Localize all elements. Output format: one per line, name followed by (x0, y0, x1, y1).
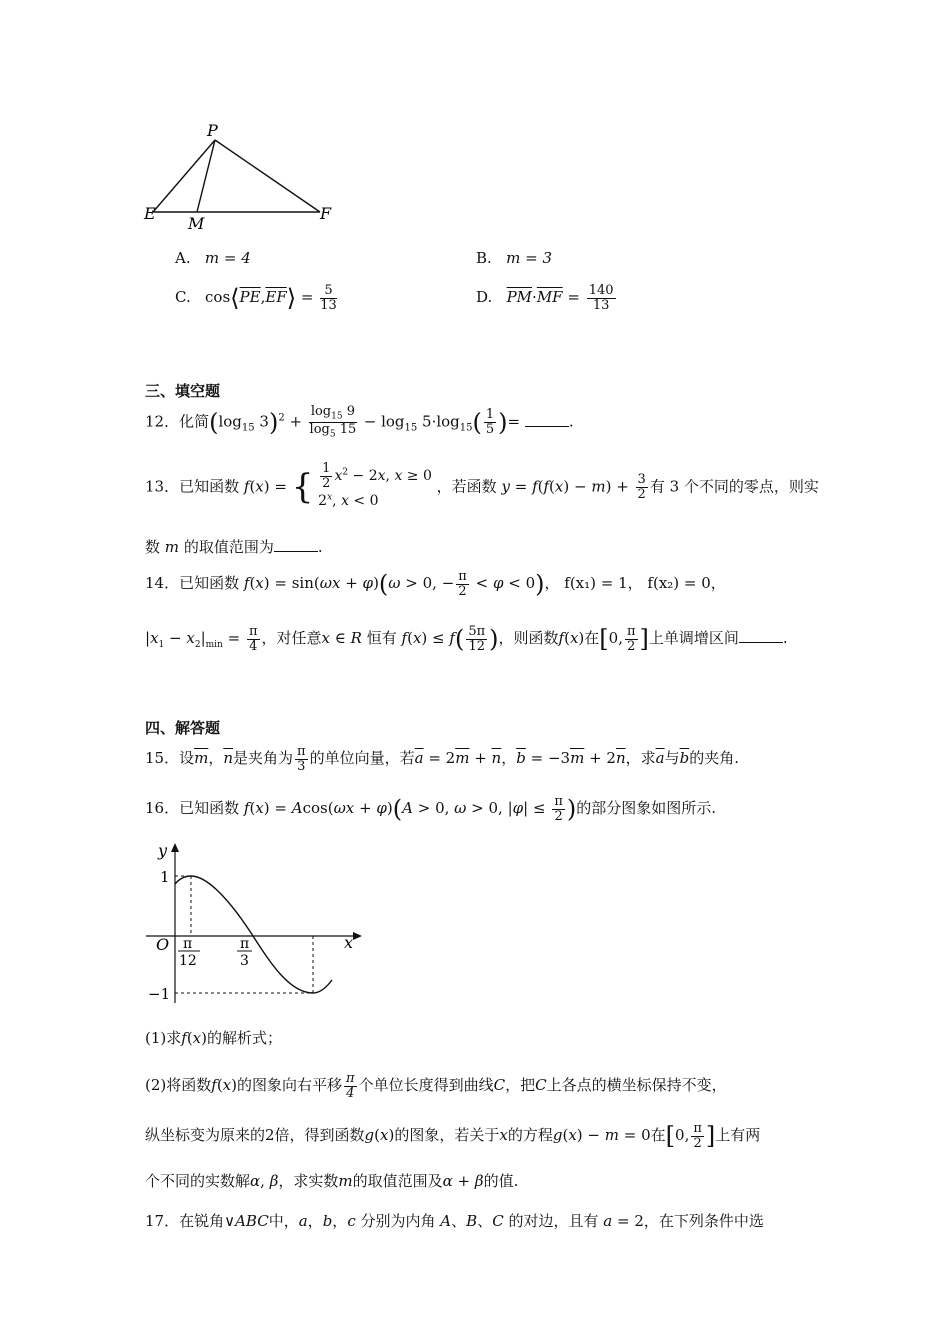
option-b (476, 249, 552, 267)
axis-x-label: x (344, 933, 354, 952)
q12-equals: = (507, 412, 525, 431)
y-tick-neg1: −1 (148, 985, 171, 1003)
q12-answer-blank (525, 414, 569, 427)
question-14-line2: $|x_1 - x_2|_{min}$ = $\frac{\pi}{4}$ ，对任意x ∈ R 恒有 f(x) ≤ f( $\frac{5\pi}{12}$ )，则函数f(x)在[0, $\frac{\pi}{2}$ ]上单调增区间 . (145, 624, 788, 654)
q16-tail: 的部分图象如图所示. (576, 799, 717, 818)
label-M: M (188, 214, 205, 233)
q15-t1: ， (208, 749, 224, 768)
option-b-expr: m = 3 (506, 249, 552, 267)
q16-2l3b: ，求实数 (278, 1172, 339, 1190)
y-tick-1: 1 (160, 868, 170, 886)
q16-2l3a: 个不同的实数解 (145, 1172, 251, 1190)
q15-t6: 与 (664, 749, 680, 768)
q16-2l2b: 的图象，若关于 (394, 1126, 500, 1145)
q16-2l3c: 的取值范围及 (352, 1172, 443, 1190)
q13-end: . (317, 538, 323, 556)
question-13: 13．已知函数 f(x) = { $\frac{1}{2}$ $x^2 - 2x$, x ≥ 0 2$^x$, x < 0 ，若函数 y = f(f(x) − m) + $\frac{3}{2}$ 有 3 个不同的零点，则实 (145, 461, 819, 510)
q14-line2a: ，对任意 (261, 629, 322, 648)
option-a-label: A. (175, 249, 191, 267)
q13-line2a: 数 (145, 538, 161, 556)
q16-2b: 的图象向右平移 (237, 1076, 343, 1095)
option-c-cos: cos (205, 288, 231, 307)
question-12: 12．化简($\log_{15}$ 3)$^2$ + $\frac{\log_{15} 9}{\log_5 15}$ − $\log_{15} 5\cdot\log_{15}$( $\frac{1}{5}$ )= . (145, 404, 574, 440)
question-16-part2-line3: 个不同的实数解α, β，求实数m的取值范围及α + β的值. (145, 1172, 519, 1190)
q17-e: ，在下列条件中选 (643, 1212, 764, 1230)
q13-answer-blank (274, 539, 318, 552)
q17-c: 分别为内角 (360, 1212, 436, 1230)
triangle-figure (140, 120, 340, 235)
q16-2c: 个单位长度得到曲线 (358, 1076, 494, 1095)
x-tick-pi12-den: 12 (179, 953, 197, 969)
q13-tail: 有 3 个不同的零点，则实 (649, 477, 819, 496)
question-15: 15．设$\overline{m}$，$\overline{n}$是夹角为 $\frac{\pi}{3}$ 的单位向量，若$\overline{a} = 2\overline{m} + \overline{n}$，$\overline{b} = -3\overline{m} + 2\overline{n}$，求$\overline{a}$与$\overline{b}$的夹角. (145, 744, 739, 774)
option-d: D. $\overline{PM}\cdot\overline{MF}$ = $\frac{140}{13}$ (476, 283, 614, 313)
q17-b: 中， (268, 1212, 299, 1230)
question-16-part2-line2: 纵坐标变为原来的2倍，得到函数g(x)的图象，若关于x的方程g(x) − m = 0在[0, $\frac{\pi}{2}$ ]上有两 (145, 1121, 761, 1151)
question-16-part1: (1)求f(x)的解析式； (145, 1029, 283, 1047)
label-F: F (320, 204, 332, 223)
section-3-heading: 三、填空题 (145, 382, 221, 400)
cosine-graph (140, 838, 370, 1008)
q14-line2d: 在 (584, 629, 600, 648)
q16-1a: (1)求 (145, 1029, 182, 1047)
option-b-label: B. (476, 249, 492, 267)
q15-t7: 的夹角. (689, 749, 739, 768)
q14-line2c: ，则函数 (498, 629, 559, 648)
q14-line2b: 恒有 (366, 629, 397, 648)
q13-line2b: 的取值范围为 (183, 538, 274, 556)
option-d-vec2: $\overline{MF}$ (536, 288, 563, 307)
question-16-part2: (2)将函数f(x)的图象向右平移 $\frac{\pi}{4}$ 个单位长度得到曲线C，把C上各点的横坐标保持不变， (145, 1071, 727, 1101)
option-d-label: D. (476, 288, 493, 307)
q17-d: 的对边，且有 (508, 1212, 599, 1230)
q15-t4: ， (501, 749, 517, 768)
q15-t5: ，求 (625, 749, 656, 768)
q14-end: . (782, 629, 788, 648)
label-E: E (144, 204, 156, 223)
q16-2d: ，把 (505, 1076, 536, 1095)
q16-2e: 上各点的横坐标保持不变， (546, 1076, 727, 1095)
option-a (175, 249, 251, 267)
question-17: 17．在锐角∨ABC中，a，b，c 分别为内角 A、B、C 的对边，且有 a = 2，在下列条件中选 (145, 1212, 764, 1230)
q13-mid: ，若函数 (436, 477, 497, 496)
q15-label: 15．设 (145, 749, 195, 768)
q14-label: 14．已知函数 (145, 574, 240, 593)
option-c-vec1: $\overline{PE}$ (239, 288, 261, 307)
q13-label: 13．已知函数 (145, 477, 240, 496)
q12-end: . (568, 412, 574, 431)
q16-2l2d: 在 (650, 1126, 666, 1145)
option-c: C. $\cos⟨\overline{PE},\overline{EF}⟩$ = $\frac{5}{13}$ (175, 283, 337, 313)
option-d-vec1: $\overline{PM}$ (506, 288, 533, 307)
section-4-heading: 四、解答题 (145, 719, 221, 737)
q15-t3: 的单位向量，若 (309, 749, 415, 768)
option-a-expr: m = 4 (204, 249, 251, 267)
q16-2l2e: 上有两 (715, 1126, 761, 1145)
q16-2l3d: 的值. (483, 1172, 519, 1190)
origin-label: O (156, 935, 170, 954)
x-tick-pi3-num: π (240, 936, 250, 952)
label-P: P (207, 121, 218, 140)
q17-a: 17．在锐角∨ (145, 1212, 236, 1230)
axis-y-label: y (158, 841, 168, 860)
option-d-frac: $\frac{140}{13}$ (588, 283, 614, 313)
q14-answer-blank (739, 630, 783, 643)
q14-cond1: ， f(x₁) = 1， f(x₂) = 0， (544, 574, 726, 593)
option-c-frac: $\frac{5}{13}$ (320, 283, 337, 313)
q12-label: 12．化简 (145, 412, 210, 431)
question-14: 14．已知函数 f(x) = sin(ωx + φ)(ω > 0, − $\frac{\pi}{2}$ < φ < 0)， f(x₁) = 1， f(x₂) = 0， (145, 569, 726, 599)
x-tick-pi3-den: 3 (240, 953, 249, 969)
x-tick-pi12-num: π (183, 936, 193, 952)
option-c-label: C. (175, 288, 191, 307)
question-13-line2: 数 m 的取值范围为 . (145, 538, 323, 556)
q16-1b: 的解析式； (207, 1029, 283, 1047)
question-16: 16．已知函数 f(x) = Acos(ωx + φ)(A > 0, ω > 0, |φ| ≤ $\frac{\pi}{2}$ )的部分图象如图所示. (145, 794, 717, 824)
q14-line2e: 上单调增区间 (648, 629, 739, 648)
q16-2l2a: 纵坐标变为原来的2倍，得到函数 (145, 1126, 365, 1145)
q16-label: 16．已知函数 (145, 799, 240, 818)
q16-2l2c: 的方程 (507, 1126, 553, 1145)
option-c-vec2: $\overline{EF}$ (265, 288, 287, 307)
q12-frac: $\frac{\log_{15} 9}{\log_5 15}$ (309, 404, 357, 440)
q16-2a: (2)将函数 (145, 1076, 212, 1095)
q15-t2: 是夹角为 (233, 749, 294, 768)
